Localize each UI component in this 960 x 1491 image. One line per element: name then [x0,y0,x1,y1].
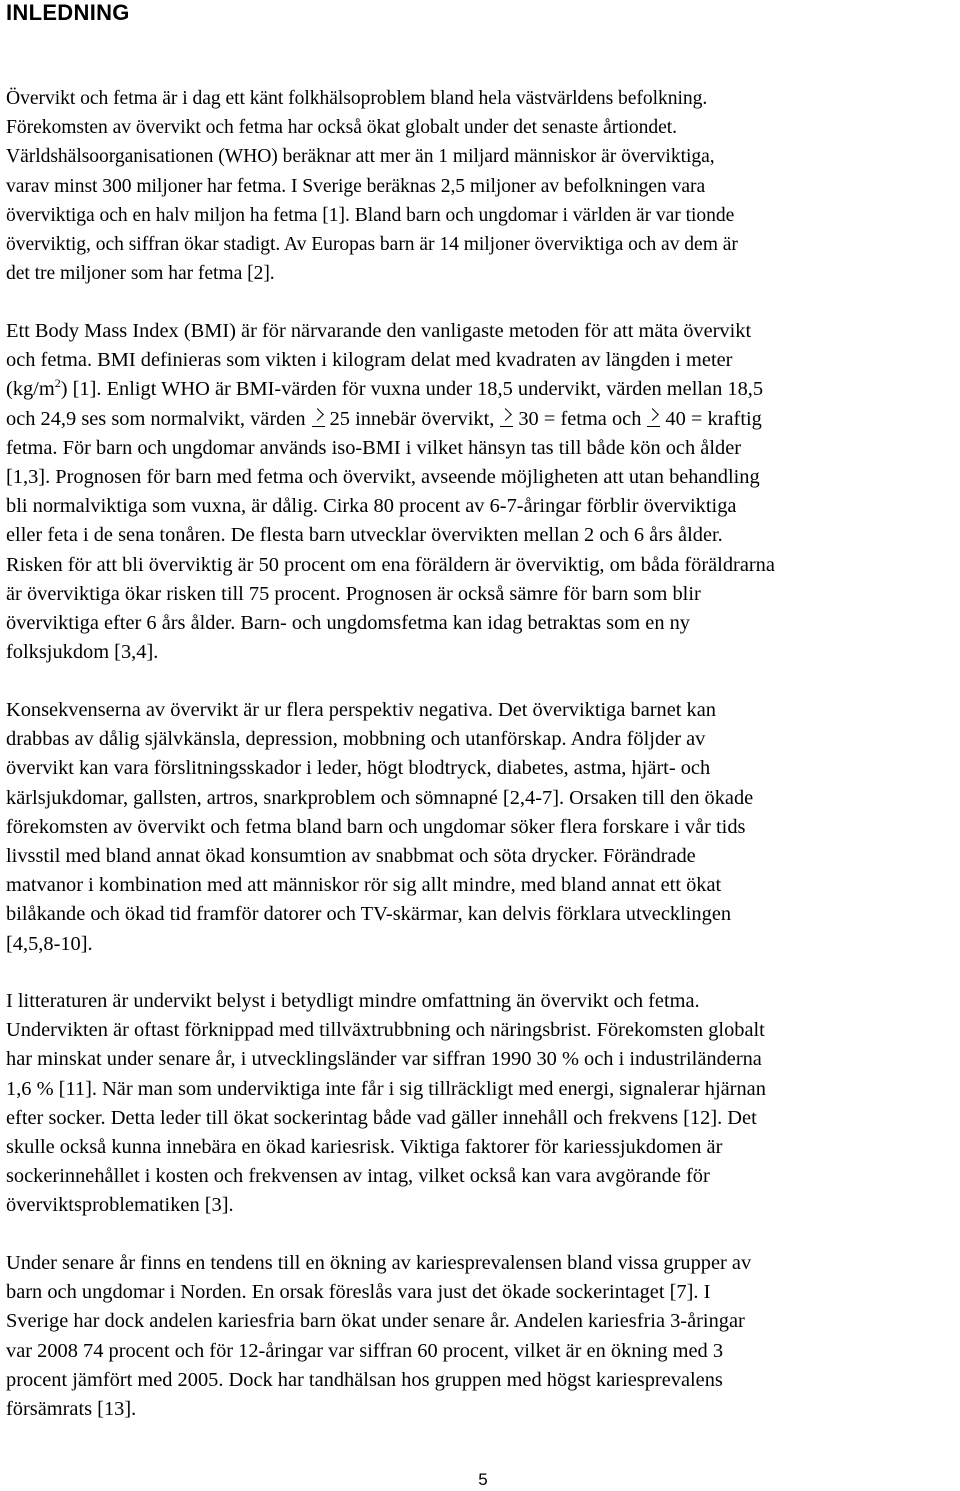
text-line: är överviktiga ökar risken till 75 procent. Prognosen är också sämre för barn som blir [6,582,701,605]
text-line [6,375,952,404]
text-line: Risken för att bli överviktig är 50 procent om ena föräldern är överviktig, om båda föräldrarna [6,553,775,576]
text-line: folksjukdom [3,4]. [6,641,159,664]
text-fragment: 40 = kraftig [665,407,762,430]
text-line: efter socker. Detta leder till ökat sockerintag både vad gäller innehåll och frekvens [12]. Det [6,1106,757,1129]
text-line: förekomsten av övervikt och fetma bland barn och ungdomar söker flera forskare i vår tids [6,815,746,838]
greater-or-equal-icon [500,409,514,427]
text-line: och fetma. BMI definieras som vikten i kilogram delat med kvadraten av längden i meter [6,349,733,372]
text-line: det tre miljoner som har fetma [2]. [6,263,275,285]
text-line: överviktiga och en halv miljon ha fetma [1]. Bland barn och ungdomar i världen är var tionde [6,204,735,226]
text-line: procent jämfört med 2005. Dock har tandhälsan hos gruppen med högst kariesprevalens [6,1368,723,1391]
text-line: överviktiga efter 6 års ålder. Barn- och ungdomsfetma kan idag betraktas som en ny [6,612,691,635]
text-line: drabbas av dålig självkänsla, depression, mobbning och utanförskap. Andra följder av [6,728,706,751]
text-line: I litteraturen är undervikt belyst i betydligt mindre omfattning än övervikt och fetma. [6,990,700,1012]
text-line: [1,3]. Prognosen för barn med fetma och övervikt, avseende möjligheten att utan behandling [6,466,760,489]
text-line: Undervikten är oftast förknippad med tillväxtrubbning och näringsbrist. Förekomsten globalt [6,1019,765,1042]
text-line: barn och ungdomar i Norden. En orsak föreslås vara just det ökade sockerintaget [7]. I [6,1281,711,1304]
text-line: har minskat under senare år, i utvecklingsländer var siffran 1990 30 % och i industriländerna [6,1048,762,1071]
text-line: sockerinnehållet i kosten och frekvensen av intag, vilket också kan vara avgörande för [6,1165,710,1188]
text-fragment: och 24,9 ses som normalvikt, värden [6,407,306,430]
text-line: övervikt kan vara förslitningsskador i leder, högt blodtryck, diabetes, astma, hjärt- och [6,757,711,780]
text-line: matvanor i kombination med att människor rör sig allt mindre, med bland annat ett ökat [6,874,722,897]
text-line: varav minst 300 miljoner har fetma. I Sverige beräknas 2,5 miljoner av befolkningen vara [6,175,706,197]
section-heading: INLEDNING [6,0,130,25]
text-line: överviktsproblematiken [3]. [6,1194,234,1217]
paragraph-underweight [6,987,952,1221]
paragraph-caries [6,1249,952,1424]
text-line: skulle också kunna innebära en ökad kariesrisk. Viktiga faktorer för kariessjukdomen är [6,1136,723,1159]
text-fragment: (kg/m [6,378,55,401]
text-line: kärlsjukdomar, gallsten, artros, snarkproblem och sömnapné [2,4-7]. Orsaken till den ökade [6,786,754,809]
text-line: var 2008 74 procent och för 12-åringar var siffran 60 procent, vilket är en ökning med 3 [6,1339,724,1362]
text-line: Förekomsten av övervikt och fetma har också ökat globalt under det senaste årtiondet. [6,117,677,139]
paragraph-consequences [6,696,952,959]
text-line: 1,6 % [11]. När man som underviktiga inte får i sig tillräckligt med energi, signalerar hjärnan [6,1077,766,1100]
text-line: Konsekvenserna av övervikt är ur flera perspektiv negativa. Det överviktiga barnet kan [6,699,716,721]
paragraph-intro [6,84,952,288]
text-fragment: ) [1]. Enligt WHO är BMI-värden för vuxna under 18,5 undervikt, värden mellan 18,5 [60,378,764,401]
text-line: [4,5,8-10]. [6,932,93,955]
text-line: överviktig, och siffran ökar stadigt. Av Europas barn är 14 miljoner överviktiga och av dem är [6,234,738,256]
text-line: Övervikt och fetma är i dag ett känt folkhälsoproblem bland hela västvärldens befolkning. [6,88,708,109]
greater-or-equal-icon [647,409,661,427]
text-line: livsstil med bland annat ökad konsumtion av snabbmat och söta drycker. Förändrade [6,845,696,868]
text-line: bli normalviktiga som vuxna, är dålig. Cirka 80 procent av 6-7-åringar förblir överviktiga [6,495,737,518]
paragraph-bmi [6,317,952,667]
text-line: fetma. För barn och ungdomar används iso-BMI i vilket hänsyn tas till både kön och ålder [6,436,742,459]
page-number-text: 5 [478,1470,488,1489]
text-line: försämrats [13]. [6,1398,137,1421]
text-line: eller feta i de sena tonåren. De flesta barn utvecklar övervikten mellan 2 och 6 års ålder. [6,524,723,547]
text-line: bilåkande och ökad tid framför datorer och TV-skärmar, kan delvis förklara utvecklingen [6,903,732,926]
text-line: Världshälsoorganisationen (WHO) beräknar att mer än 1 miljard människor är överviktiga, [6,146,715,168]
superscript: 2 [54,376,61,391]
text-line: Sverige har dock andelen kariesfria barn ökat under senare år. Andelen kariesfria 3-åringar [6,1310,745,1333]
text-fragment: 30 = fetma och [518,407,642,430]
greater-or-equal-icon [312,409,326,427]
text-line [6,405,952,434]
page-number [0,1470,960,1490]
text-line: Under senare år finns en tendens till en ökning av kariesprevalensen bland vissa grupper av [6,1252,752,1274]
text-line: Ett Body Mass Index (BMI) är för närvarande den vanligaste metoden för att mäta övervikt [6,320,752,342]
text-fragment: 25 innebär övervikt, [329,407,495,430]
